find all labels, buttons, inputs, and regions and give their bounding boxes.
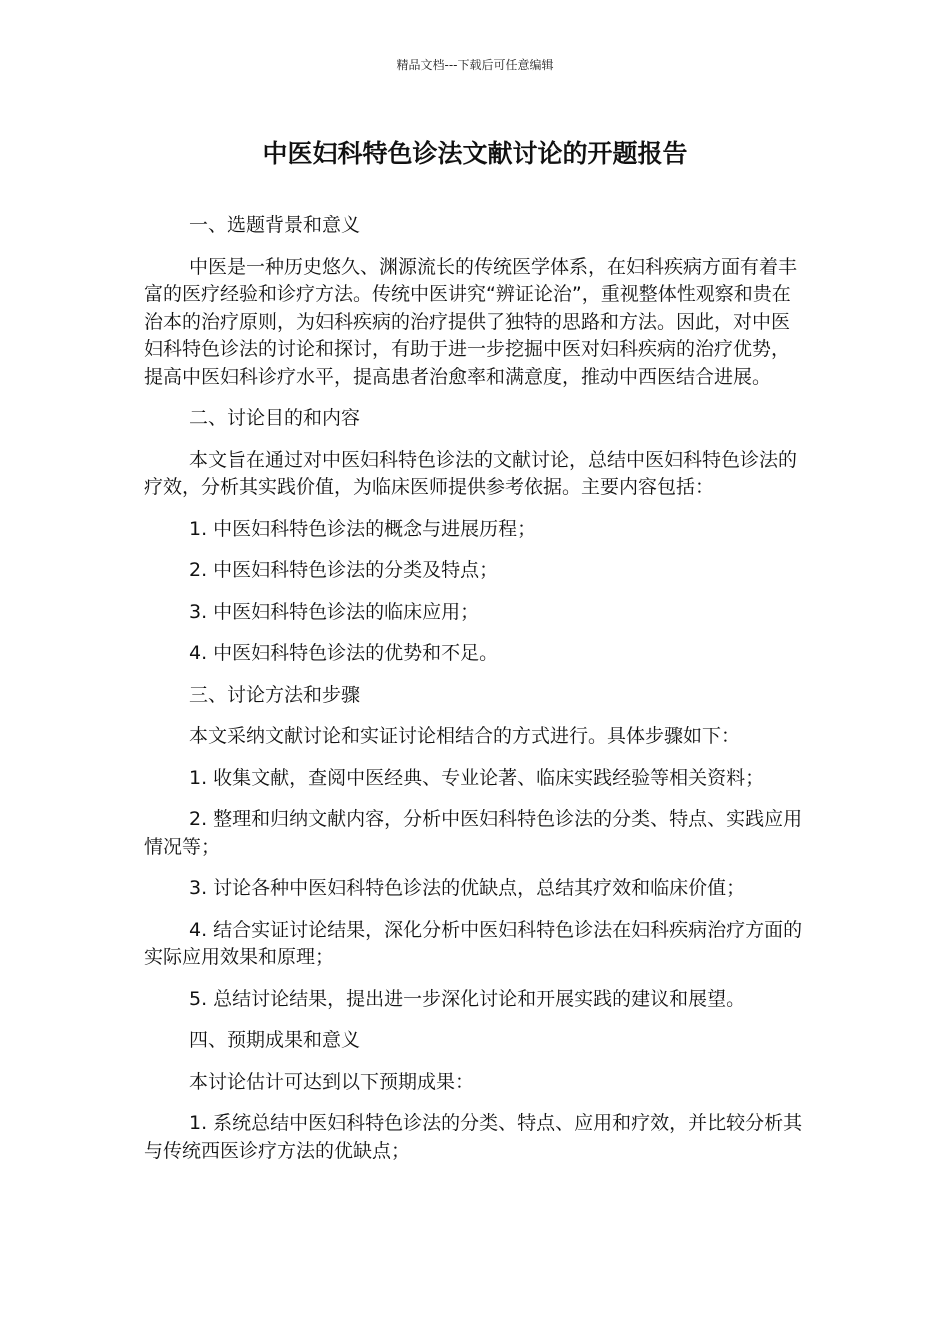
list-item-content-2: 2. 中医妇科特色诊法的分类及特点；	[189, 559, 499, 581]
paragraph-method: 本文采纳文献讨论和实证讨论相结合的方式进行。具体步骤如下：	[189, 725, 741, 747]
document-title: 中医妇科特色诊法文献讨论的开题报告	[262, 139, 688, 168]
paragraph-purpose: 本文旨在通过对中医妇科特色诊法的文献讨论，总结中医妇科特色诊法的疗效，分析其实践价值，为临床医师提供参考依据。主要内容包括：	[144, 448, 798, 498]
section-heading-background: 一、选题背景和意义	[189, 214, 361, 236]
list-item-step-2: 2. 整理和归纳文献内容，分析中医妇科特色诊法的分类、特点、实践应用情况等；	[144, 808, 803, 858]
list-item-outcome-1: 1. 系统总结中医妇科特色诊法的分类、特点、应用和疗效，并比较分析其与传统西医诊疗方法的优缺点；	[144, 1112, 803, 1162]
section-heading-purpose: 二、讨论目的和内容	[189, 407, 361, 429]
list-item-step-1: 1. 收集文献，查阅中医经典、专业论著、临床实践经验等相关资料；	[189, 766, 765, 789]
section-heading-method: 三、讨论方法和步骤	[189, 683, 361, 706]
list-item-content-1: 1. 中医妇科特色诊法的概念与进展历程；	[189, 517, 537, 540]
list-item-step-5: 5. 总结讨论结果，提出进一步深化讨论和开展实践的建议和展望。	[189, 987, 746, 1010]
section-heading-outcomes: 四、预期成果和意义	[189, 1029, 361, 1051]
list-item-step-4: 4. 结合实证讨论结果，深化分析中医妇科特色诊法在妇科疾病治疗方面的实际应用效果和原理；	[144, 918, 803, 968]
document-body	[144, 212, 804, 1179]
list-item-step-3: 3. 讨论各种中医妇科特色诊法的优缺点，总结其疗效和临床价值；	[189, 877, 746, 899]
paragraph-outcomes: 本讨论估计可达到以下预期成果：	[189, 1070, 475, 1093]
list-item-content-4: 4. 中医妇科特色诊法的优势和不足。	[189, 642, 499, 664]
paragraph-background: 中医是一种历史悠久、渊源流长的传统医学体系，在妇科疾病方面有着丰富的医疗经验和诊疗方法。传统中医讲究“辨证论治”，重视整体性观察和贵在治本的治疗原则，为妇科疾病的治疗提供了独特的思路和方法。因此，对中医妇科特色诊法的讨论和探讨，有助于进一步挖掘中医对妇科疾病的治疗优势，提高中医妇科诊疗水平，提高患者治愈率和满意度，推动中西医结合进展。	[144, 255, 798, 388]
list-item-content-3: 3. 中医妇科特色诊法的临床应用；	[189, 600, 480, 623]
header-note: 精品文档---下载后可任意编辑	[396, 58, 554, 72]
